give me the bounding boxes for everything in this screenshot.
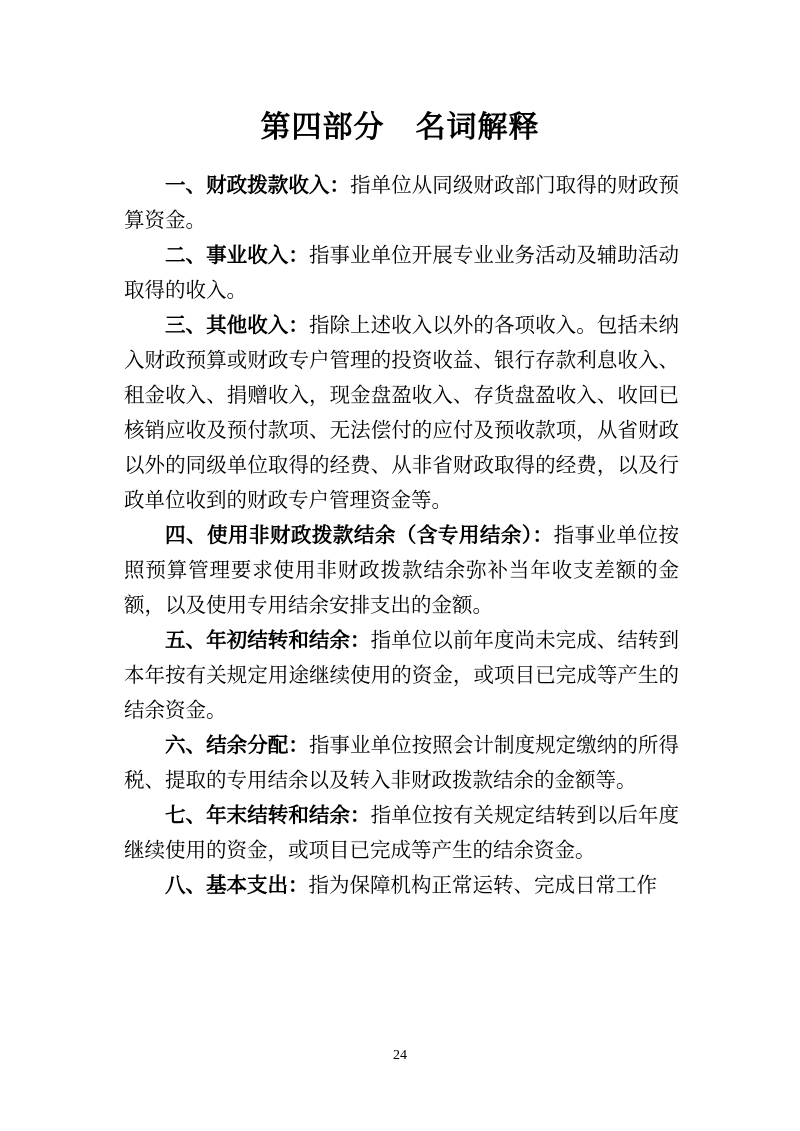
page-number: 24 <box>393 1048 407 1063</box>
definition-text: 指除上述收入以外的各项收入。包括未纳入财政预算或财政专户管理的投资收益、银行存款利息收入、租金收入、捐赠收入，现金盘盈收入、存货盘盈收入、收回已核销应收及预付款项、无法偿付的应付及预收款项，从省财政以外的同级单位取得的经费、从非省财政取得的经费，以及行政单位收到的财政专户管理资金等。 <box>124 313 679 512</box>
definition-term: 四、使用非财政拨款结余（含专用结余）： <box>165 523 554 547</box>
page-title: 第四部分 名词解释 <box>260 110 540 145</box>
definition-item <box>124 168 679 238</box>
definition-term: 二、事业收入： <box>165 243 309 267</box>
definition-text: 指单位以前年度尚未完成、结转到本年按有关规定用途继续使用的资金，或项目已完成等产生的结余资金。 <box>124 628 679 722</box>
definition-item <box>124 623 679 728</box>
definition-term: 七、年末结转和结余： <box>165 803 371 827</box>
definition-item <box>124 238 679 308</box>
definition-item <box>124 798 679 868</box>
definition-item <box>124 518 679 623</box>
definition-text: 指事业单位按照会计制度规定缴纳的所得税、提取的专用结余以及转入非财政拨款结余的金额等。 <box>124 733 679 792</box>
definition-term: 五、年初结转和结余： <box>165 628 371 652</box>
definition-item <box>124 868 679 903</box>
definition-text: 指为保障机构正常运转、完成日常工作 <box>308 873 657 897</box>
definition-text: 指事业单位按照预算管理要求使用非财政拨款结余弥补当年收支差额的金额，以及使用专用结余安排支出的金额。 <box>124 523 680 617</box>
definition-term: 六、结余分配： <box>165 733 309 757</box>
definition-text: 指单位按有关规定结转到以后年度继续使用的资金，或项目已完成等产生的结余资金。 <box>124 803 679 862</box>
definition-term: 一、财政拨款收入： <box>165 173 351 197</box>
definitions-list <box>124 168 679 903</box>
definition-text: 指事业单位开展专业业务活动及辅助活动取得的收入。 <box>124 243 679 302</box>
definition-term: 八、基本支出： <box>165 873 309 897</box>
definition-text: 指单位从同级财政部门取得的财政预算资金。 <box>124 173 679 232</box>
definition-item <box>124 728 679 798</box>
definition-term: 三、其他收入： <box>165 313 309 337</box>
definition-item <box>124 308 679 518</box>
